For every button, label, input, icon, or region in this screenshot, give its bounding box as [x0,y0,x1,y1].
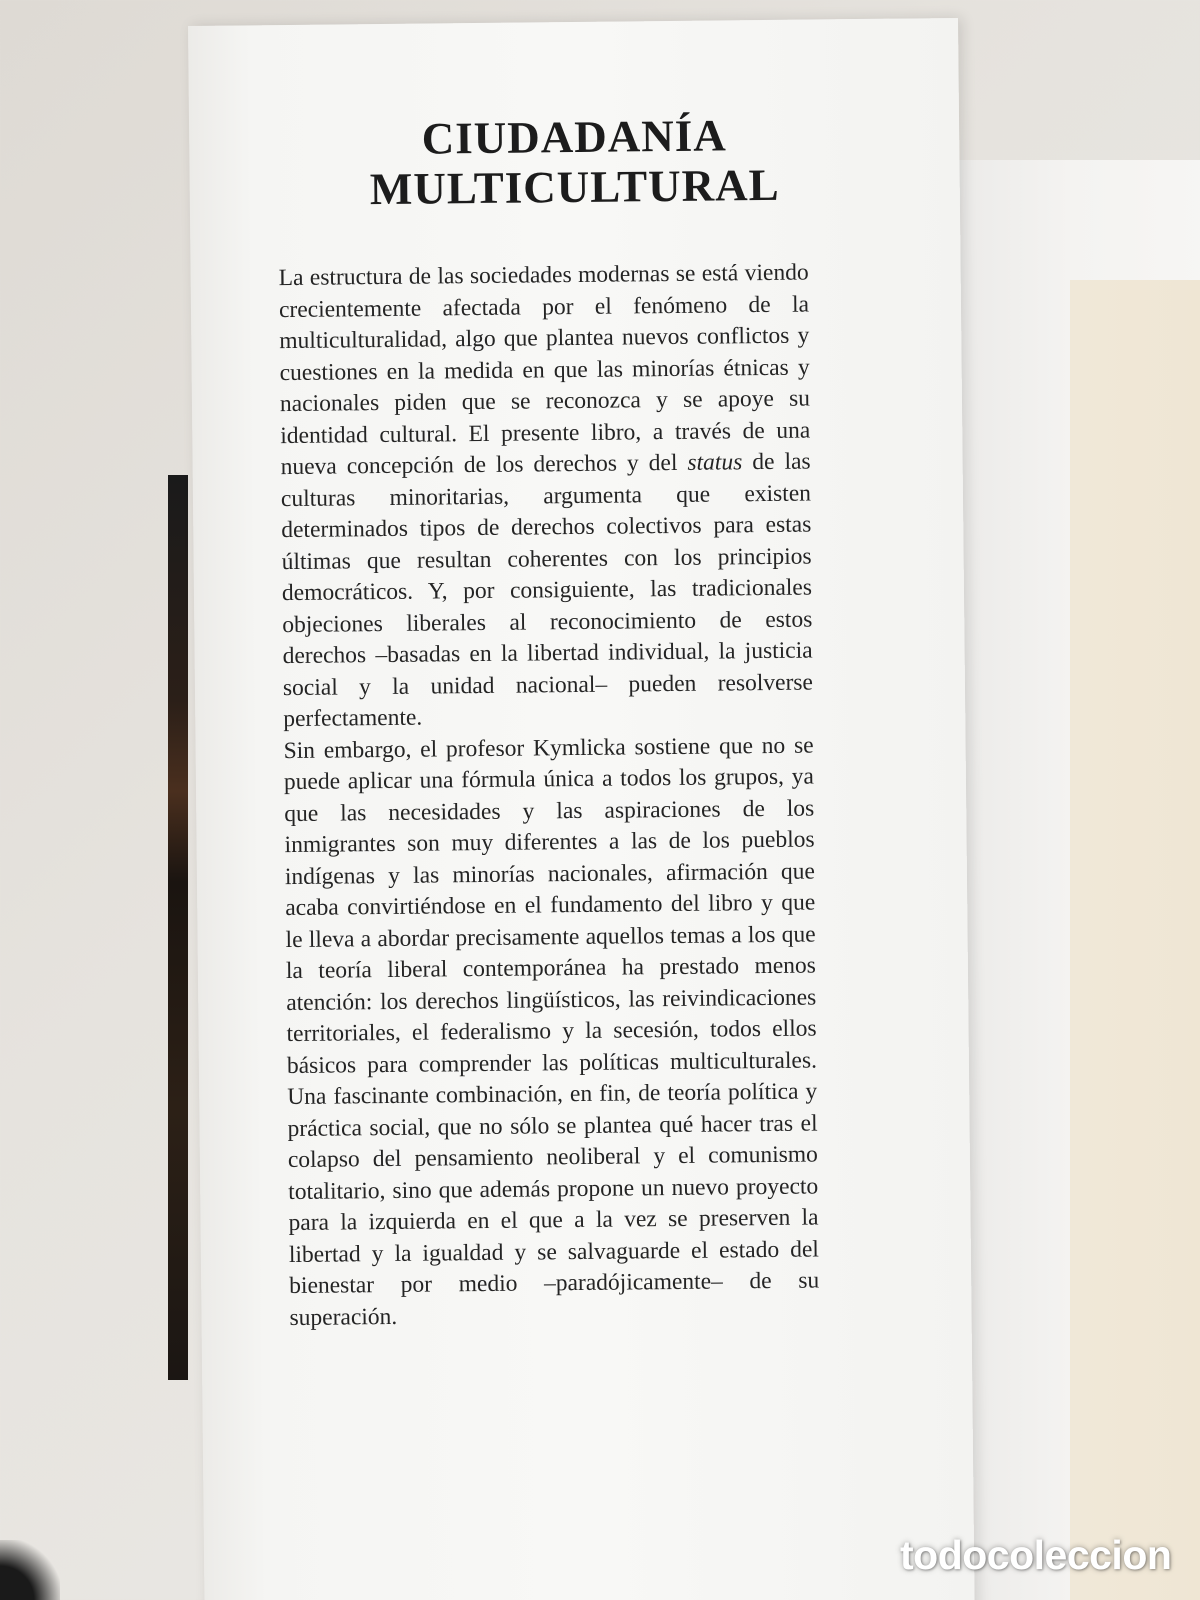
blurb-italic-term: status [687,449,743,476]
blurb-paragraph-1-start: La estructura de las sociedades modernas se está viendo crecientemente afectada por el fenómeno de la multiculturalidad, algo que plantea nuevos conflictos y cuestiones en la medida en que las minorías étnicas y nacionales piden que se reconozca y se apoye su identidad cultural. El presente libro, a través de una nueva concepción de los derechos y del [278,259,811,481]
blurb-paragraph-1 [279,258,814,736]
watermark-logo: todocoleccion [900,1532,1172,1578]
blurb-paragraph-1-end: de las culturas minoritarias, argumenta que existen determinados tipos de derechos colectivos para estas últimas que resultan coherentes con los principios democráticos. Y, por consiguiente, las tradicionales objeciones liberales al reconocimiento de estos derechos –basadas en la libertad individual, la justicia social y la unidad nacional– pueden resolverse perfectamente. [280,448,814,733]
book-page-edges [1070,280,1200,1600]
blurb-paragraph-2: Sin embargo, el profesor Kymlicka sostiene que no se puede aplicar una fórmula única a todos los grupos, ya que las necesidades y las aspiraciones de los inmigrantes son muy diferentes a las de los pueblos indígenas y las minorías nacionales, afirmación que acaba convirtiéndose en el fundamento del libro y que le lleva a abordar precisamente aquellos temas a los que la teoría liberal contemporánea ha prestado menos atención: los derechos lingüísticos, las reivindicaciones territoriales, el federalismo y la secesión, todos ellos básicos para comprender las políticas multiculturales. Una fascinante combinación, en fin, de teoría política y práctica social, que no sólo se plantea qué hacer tras el colapso del pensamiento neoliberal y el comunismo totalitario, sino que además propone un nuevo proyecto para la izquierda en el que a la vez se preserven la libertad y la igualdad y se salvaguarde el estado del bienestar por medio –paradójicamente– de su superación. [283,732,820,1331]
book-title [189,108,960,216]
shadow-corner [0,1540,60,1600]
book-blurb [279,258,820,1334]
book-title-line-1: CIUDADANÍA [421,110,727,164]
book-title-line-2: MULTICULTURAL [369,159,780,215]
book-cover-edge-strip [168,475,188,1380]
book-dust-jacket-flap [188,18,975,1600]
